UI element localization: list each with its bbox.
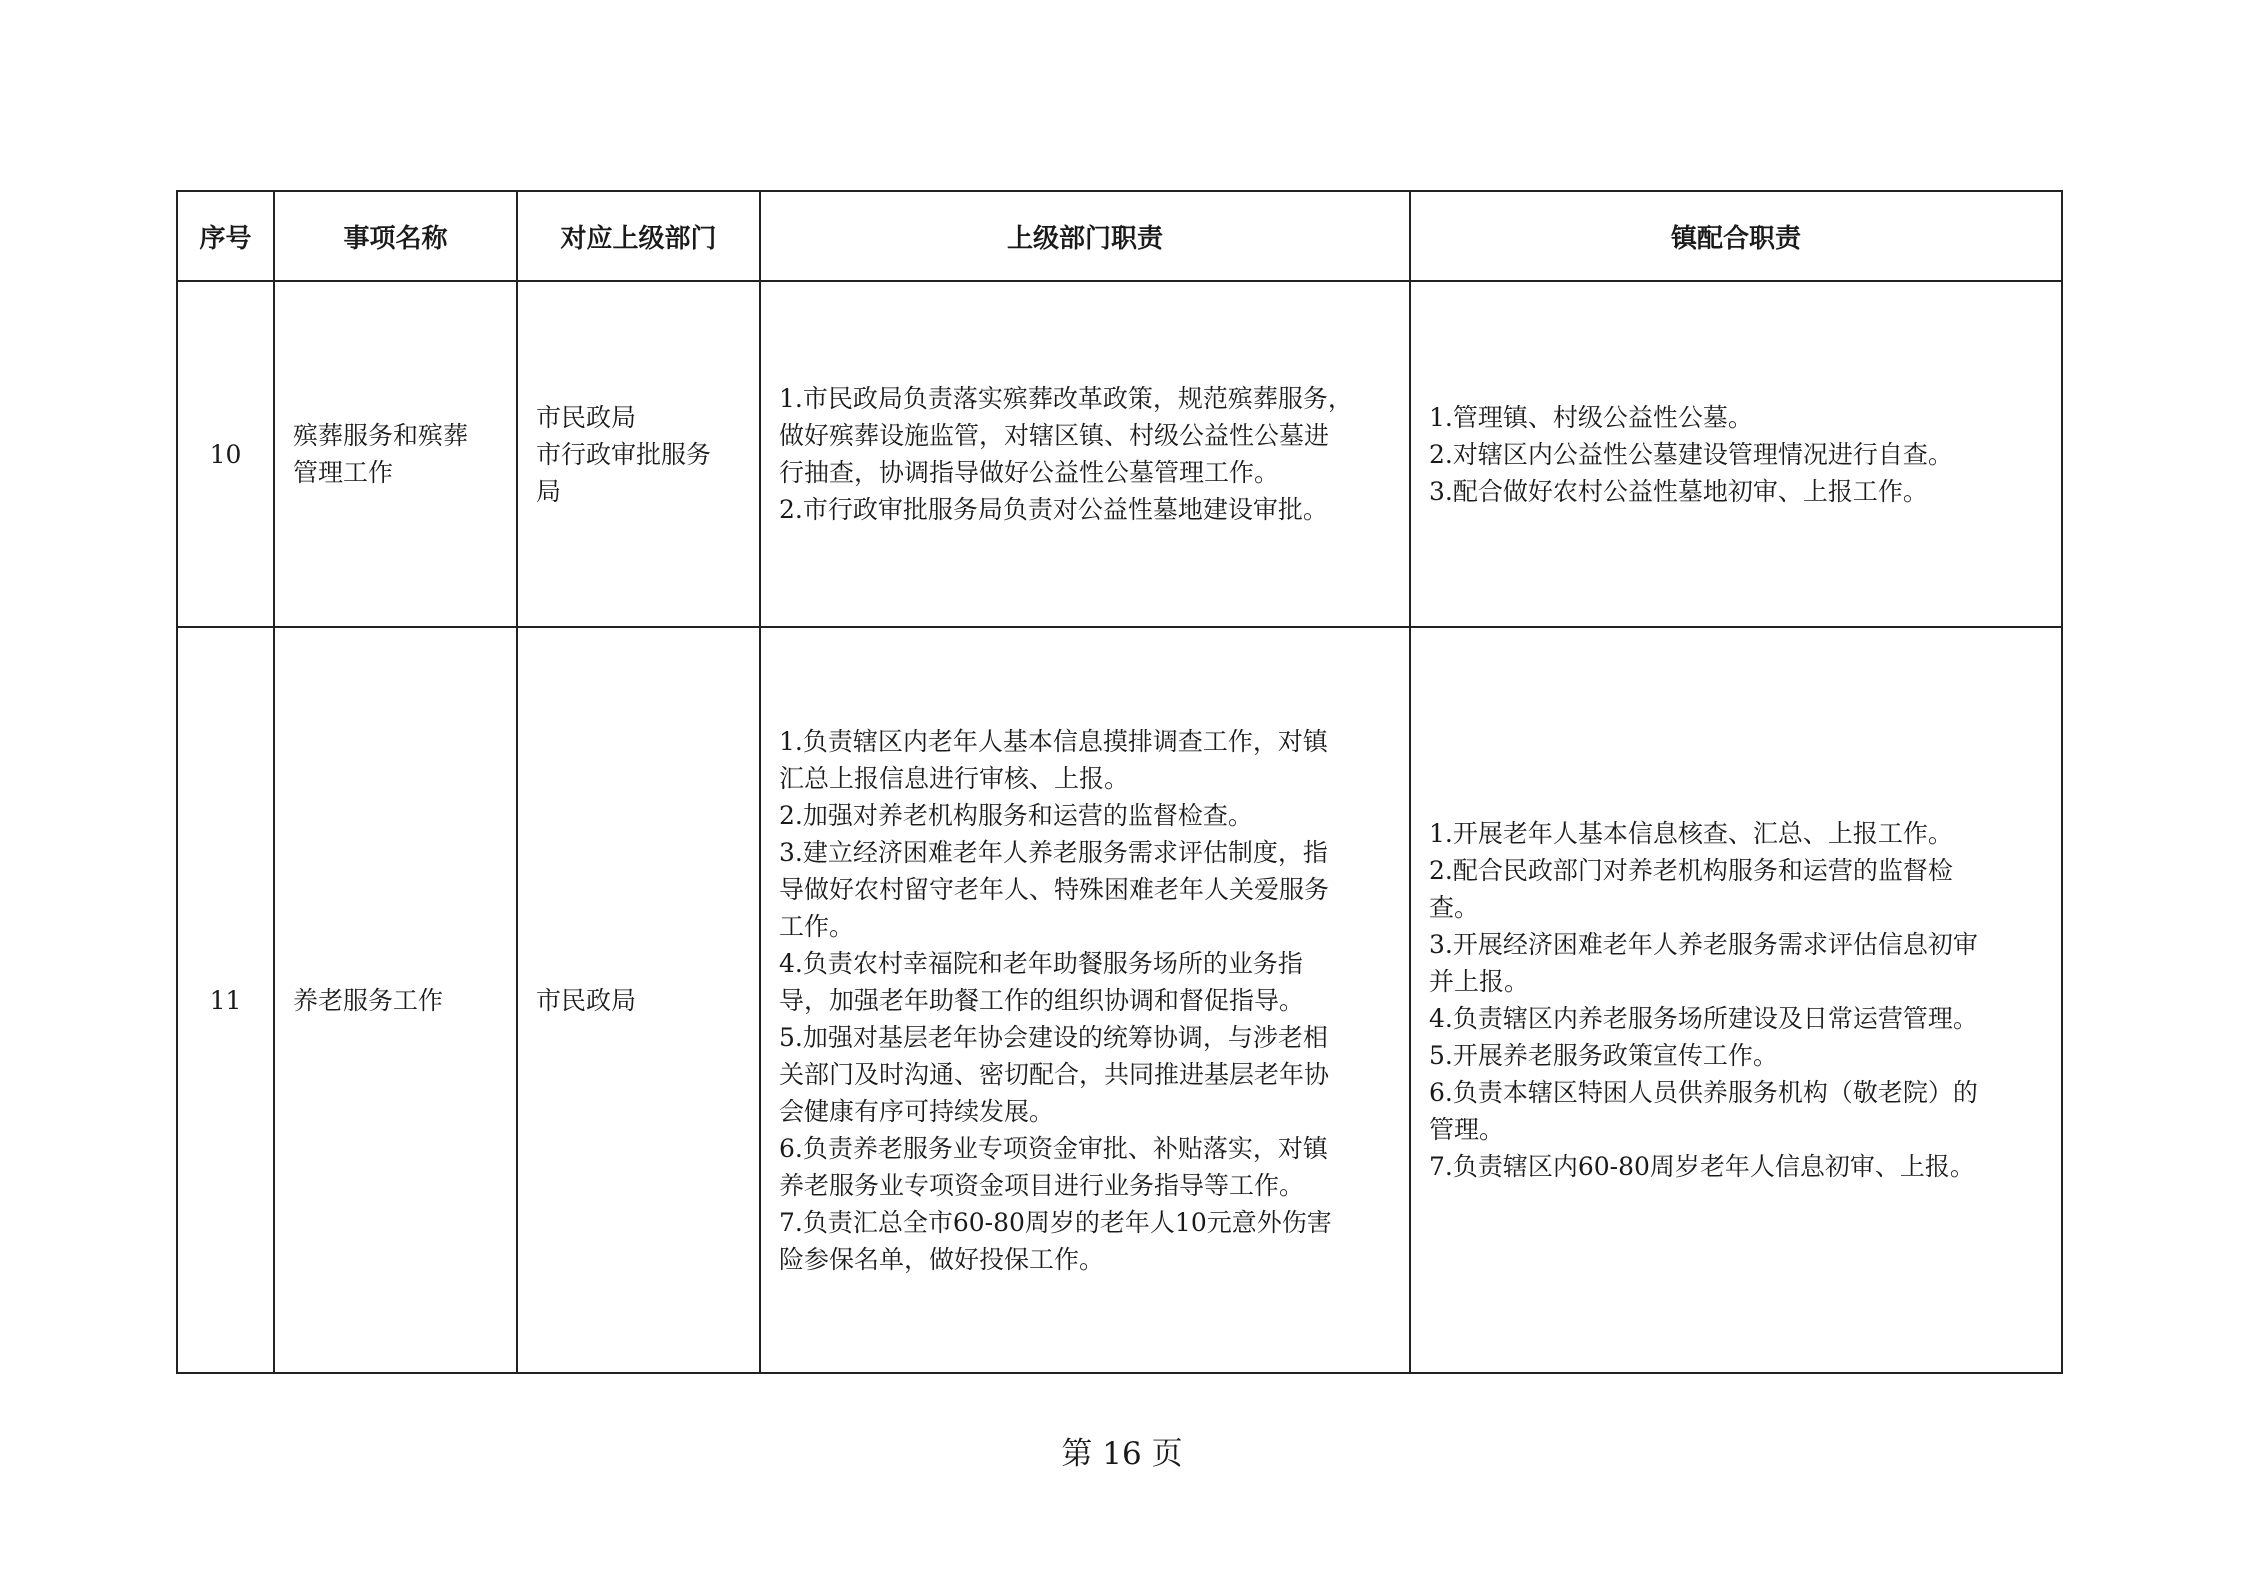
text-line: 2.市行政审批服务局负责对公益性墓地建设审批。 — [779, 495, 1328, 524]
row-town-duties — [1410, 627, 2062, 1373]
text-line: 1.管理镇、村级公益性公墓。 — [1429, 402, 1753, 432]
text-line: 导，加强老年助餐工作的组织协调和督促指导。 — [779, 985, 1305, 1015]
row-department — [517, 281, 760, 627]
row-serial-no: 11 — [177, 627, 274, 1373]
table-row — [177, 627, 2062, 1373]
text-line: 并上报。 — [1429, 967, 1530, 996]
text-line: 1.开展老年人基本信息核查、汇总、上报工作。 — [1429, 819, 1953, 848]
header-upper-duties: 上级部门职责 — [760, 191, 1410, 281]
table-row — [177, 281, 2062, 627]
text-line: 关部门及时沟通、密切配合，共同推进基层老年协 — [779, 1059, 1330, 1089]
text-line: 养老服务工作 — [293, 985, 444, 1015]
text-line: 管理工作 — [293, 458, 394, 487]
text-line: 工作。 — [779, 911, 855, 941]
text-line: 局 — [536, 476, 562, 506]
text-line: 市民政局 — [536, 985, 637, 1015]
table-header-row — [177, 191, 2062, 281]
text-line: 市民政局 — [536, 402, 637, 432]
row-department — [517, 627, 760, 1373]
text-line: 4.负责辖区内养老服务场所建设及日常运营管理。 — [1429, 1004, 1978, 1033]
text-line: 3.建立经济困难老年人养老服务需求评估制度，指 — [779, 837, 1328, 867]
header-department: 对应上级部门 — [517, 191, 760, 281]
header-item-name: 事项名称 — [274, 191, 517, 281]
text-line: 汇总上报信息进行审核、上报。 — [779, 763, 1130, 793]
row-item-name — [274, 627, 517, 1373]
text-line: 养老服务业专项资金项目进行业务指导等工作。 — [779, 1170, 1305, 1200]
text-line: 5.开展养老服务政策宣传工作。 — [1429, 1041, 1778, 1070]
text-line: 2.配合民政部门对养老机构服务和运营的监督检 — [1429, 856, 1953, 885]
duty-table — [176, 190, 2063, 1374]
text-line: 殡葬服务和殡葬 — [293, 421, 469, 450]
text-line: 2.对辖区内公益性公墓建设管理情况进行自查。 — [1429, 439, 1953, 469]
text-line: 3.开展经济困难老年人养老服务需求评估信息初审 — [1429, 930, 1978, 959]
text-line: 查。 — [1429, 893, 1480, 922]
text-line: 6.负责养老服务业专项资金审批、补贴落实，对镇 — [779, 1133, 1328, 1163]
text-line: 5.加强对基层老年协会建设的统筹协调，与涉老相 — [779, 1022, 1328, 1052]
text-line: 会健康有序可持续发展。 — [779, 1096, 1055, 1126]
row-item-name — [274, 281, 517, 627]
text-line: 7.负责汇总全市60-80周岁的老年人10元意外伤害 — [779, 1207, 1332, 1237]
row-upper-duties — [760, 627, 1410, 1373]
header-town-duties: 镇配合职责 — [1410, 191, 2062, 281]
row-upper-duties — [760, 281, 1410, 627]
text-line: 行抽查，协调指导做好公益性公墓管理工作。 — [779, 458, 1280, 487]
text-line: 1.市民政局负责落实殡葬改革政策，规范殡葬服务， — [779, 384, 1353, 413]
text-line: 市行政审批服务 — [536, 439, 712, 469]
text-line: 管理。 — [1429, 1115, 1505, 1144]
text-line: 做好殡葬设施监管，对辖区镇、村级公益性公墓进 — [779, 421, 1330, 450]
row-town-duties — [1410, 281, 2062, 627]
text-line: 7.负责辖区内60-80周岁老年人信息初审、上报。 — [1429, 1152, 1975, 1181]
page-number: 第 16 页 — [1061, 1436, 1183, 1472]
text-line: 4.负责农村幸福院和老年助餐服务场所的业务指 — [779, 948, 1303, 978]
text-line: 险参保名单，做好投保工作。 — [779, 1244, 1105, 1274]
row-serial-no: 10 — [177, 281, 274, 627]
text-line: 1.负责辖区内老年人基本信息摸排调查工作，对镇 — [779, 726, 1328, 756]
text-line: 6.负责本辖区特困人员供养服务机构（敬老院）的 — [1429, 1078, 1978, 1107]
header-serial-no: 序号 — [177, 191, 274, 281]
text-line: 3.配合做好农村公益性墓地初审、上报工作。 — [1429, 476, 1928, 506]
text-line: 2.加强对养老机构服务和运营的监督检查。 — [779, 800, 1253, 830]
text-line: 导做好农村留守老年人、特殊困难老年人关爱服务 — [779, 874, 1330, 904]
